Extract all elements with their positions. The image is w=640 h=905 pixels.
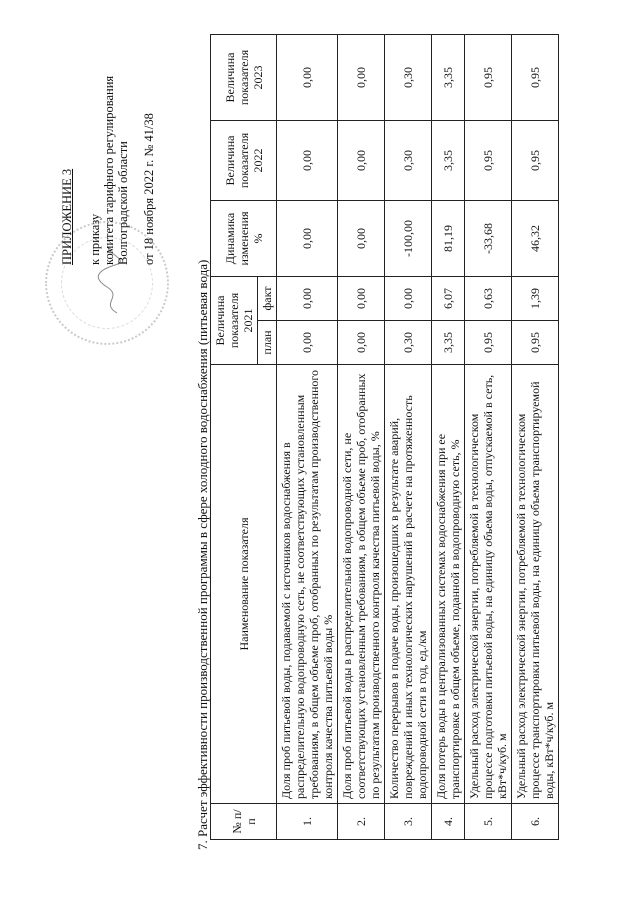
row-num: 3. bbox=[385, 804, 432, 840]
row-name: Количество перерывов в подаче воды, произошедших в результате аварий, повреждений и иных технологических нарушений в расчете на протяженность водопроводной сети в год, ед./км bbox=[385, 365, 432, 804]
table-row bbox=[338, 35, 385, 840]
section-title: 7. Расчет эффективности производственной программы в сфере холодного водоснабжения (питьевая вода) bbox=[195, 259, 210, 850]
table-row bbox=[277, 35, 338, 840]
row-name: Доля потерь воды в централизованных системах водоснабжения при ее транспортировке в общем объеме, поданной в водопроводную сеть, % bbox=[432, 365, 465, 804]
row-num: 1. bbox=[277, 804, 338, 840]
header-plan: план bbox=[258, 321, 277, 365]
header-val2022: Величина показателя 2022 bbox=[211, 121, 277, 201]
row-name: Удельный расход электрической энергии, потребляемой в технологическом процессе подготовки питьевой воды, на единицу объема воды, отпускаемой в сеть, кВт*ч/куб. м bbox=[465, 365, 512, 804]
row-val2023: 3,35 bbox=[432, 35, 465, 121]
row-fact: 0,00 bbox=[277, 277, 338, 321]
row-val2023: 0,00 bbox=[277, 35, 338, 121]
row-dynamics: 0,00 bbox=[338, 201, 385, 277]
header-line-2: комитета тарифного регулирования bbox=[102, 75, 116, 265]
table-row bbox=[432, 35, 465, 840]
row-plan: 3,35 bbox=[432, 321, 465, 365]
row-name: Удельный расход электрической энергии, потребляемой в технологическом процессе транспортировки питьевой воды, на единицу объема транспортируемой воды, кВт*ч/куб. м bbox=[512, 365, 559, 804]
header-name: Наименование показателя bbox=[211, 365, 277, 804]
table-row bbox=[385, 35, 432, 840]
row-val2022: 3,35 bbox=[432, 121, 465, 201]
header-dynamics: Динамика изменения % bbox=[211, 201, 277, 277]
row-fact: 6,07 bbox=[432, 277, 465, 321]
header-num: № п/п bbox=[211, 804, 277, 840]
row-fact: 0,00 bbox=[338, 277, 385, 321]
header-val2021: Величина показателя 2021 bbox=[211, 277, 258, 365]
row-plan: 0,30 bbox=[385, 321, 432, 365]
row-fact: 0,63 bbox=[465, 277, 512, 321]
row-val2023: 0,95 bbox=[512, 35, 559, 121]
row-dynamics: -33,68 bbox=[465, 201, 512, 277]
table-row bbox=[512, 35, 559, 840]
row-dynamics: -100,00 bbox=[385, 201, 432, 277]
row-plan: 0,95 bbox=[512, 321, 559, 365]
row-num: 6. bbox=[512, 804, 559, 840]
table-row bbox=[465, 35, 512, 840]
row-val2022: 0,30 bbox=[385, 121, 432, 201]
row-num: 4. bbox=[432, 804, 465, 840]
row-plan: 0,00 bbox=[338, 321, 385, 365]
header-line-1: к приказу bbox=[88, 213, 102, 265]
row-val2022: 0,00 bbox=[338, 121, 385, 201]
order-date: от 18 ноября 2022 г. № 41/38 bbox=[142, 113, 156, 265]
row-fact: 0,00 bbox=[385, 277, 432, 321]
row-name: Доля проб питьевой воды в распределительной водопроводной сети, не соответствующих установленным требованиям, в общем объеме проб, отобранных по результатам производственного контроля качества питьевой воды, % bbox=[338, 365, 385, 804]
header-line-3: Волгоградской области bbox=[116, 141, 130, 265]
row-val2023: 0,95 bbox=[465, 35, 512, 121]
row-val2023: 0,00 bbox=[338, 35, 385, 121]
row-val2022: 0,95 bbox=[512, 121, 559, 201]
row-val2022: 0,95 bbox=[465, 121, 512, 201]
row-name: Доля проб питьевой воды, подаваемой с источников водоснабжения в распределительную водопроводную сеть, не соответствующих установленным требованиям, в общем объеме проб, отобранных по результатам производственного контроля качества питьевой воды % bbox=[277, 365, 338, 804]
header-val2023: Величина показателя 2023 bbox=[211, 35, 277, 121]
row-val2022: 0,00 bbox=[277, 121, 338, 201]
appendix-label: ПРИЛОЖЕНИЕ 3 bbox=[60, 168, 74, 265]
row-dynamics: 81,19 bbox=[432, 201, 465, 277]
row-dynamics: 0,00 bbox=[277, 201, 338, 277]
header-row-1 bbox=[211, 35, 258, 840]
row-fact: 1,39 bbox=[512, 277, 559, 321]
header-fact: факт bbox=[258, 277, 277, 321]
row-val2023: 0,30 bbox=[385, 35, 432, 121]
row-dynamics: 46,32 bbox=[512, 201, 559, 277]
row-plan: 0,95 bbox=[465, 321, 512, 365]
row-plan: 0,00 bbox=[277, 321, 338, 365]
row-num: 5. bbox=[465, 804, 512, 840]
row-num: 2. bbox=[338, 804, 385, 840]
document-header bbox=[60, 45, 156, 265]
indicators-table bbox=[210, 34, 559, 840]
